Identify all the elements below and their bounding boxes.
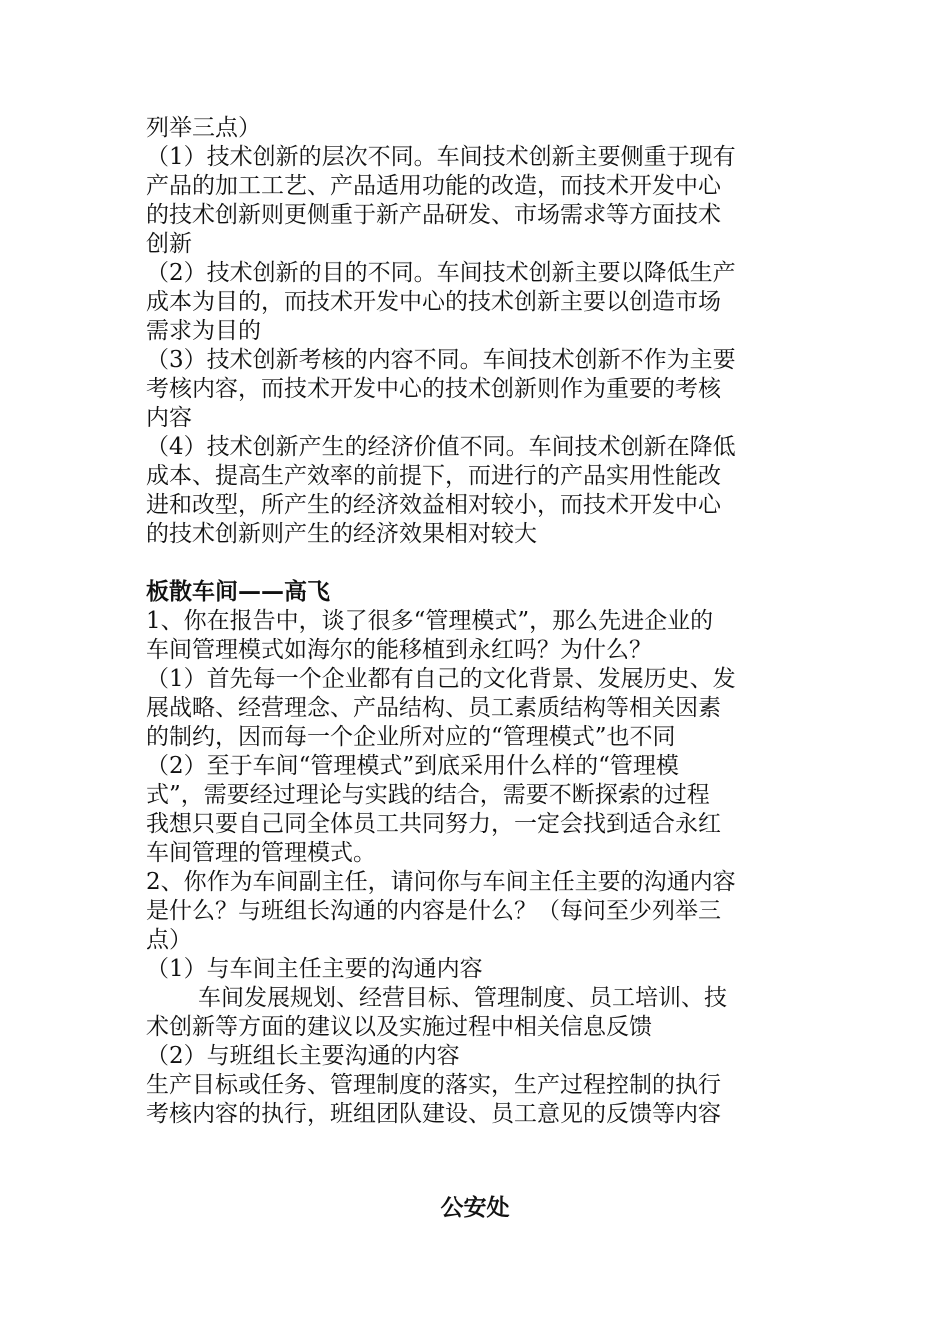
paragraph-spacer	[146, 549, 810, 578]
text-line: 点）	[146, 927, 192, 953]
text-line: 产品的加工工艺、产品适用功能的改造，而技术开发中心	[146, 173, 721, 199]
text-line: 列举三点）	[146, 115, 261, 141]
text-line: （1）首先每一个企业都有自己的文化背景、发展历史、发	[146, 666, 736, 692]
text-line: （2）技术创新的目的不同。车间技术创新主要以降低生产	[146, 260, 736, 286]
text-line: 车间管理模式如海尔的能移植到永红吗？为什么？	[146, 637, 652, 663]
text-line: 的技术创新则更侧重于新产品研发、市场需求等方面技术	[146, 202, 721, 228]
text-line: 展战略、经营理念、产品结构、员工素质结构等相关因素	[146, 695, 721, 721]
text-line: 的制约，因而每一个企业所对应的“管理模式”也不同	[146, 724, 676, 750]
text-line: （1）与车间主任主要的沟通内容	[146, 956, 483, 982]
document-body	[146, 114, 810, 1129]
text-line: 创新	[146, 231, 192, 257]
text-line: 术创新等方面的建议以及实施过程中相关信息反馈	[146, 1014, 652, 1040]
text-line: 是什么？与班组长沟通的内容是什么？（每问至少列举三	[146, 898, 721, 924]
text-line: 考核内容的执行，班组团队建设、员工意见的反馈等内容	[146, 1101, 721, 1127]
text-line: 的技术创新则产生的经济效果相对较大	[146, 521, 537, 547]
text-line: 需求为目的	[146, 318, 261, 344]
text-line: 式”，需要经过理论与实践的结合，需要不断探索的过程	[146, 782, 710, 808]
text-line: （3）技术创新考核的内容不同。车间技术创新不作为主要	[146, 347, 736, 373]
indented-text-line: 车间发展规划、经营目标、管理制度、员工培训、技	[198, 985, 727, 1011]
text-line: 进和改型，所产生的经济效益相对较小，而技术开发中心	[146, 492, 721, 518]
next-section-title: 公安处	[440, 1195, 510, 1221]
text-line: 1、你在报告中，谈了很多“管理模式”，那么先进企业的	[146, 608, 714, 634]
text-line: 车间管理的管理模式。	[146, 840, 376, 866]
text-line: 成本为目的，而技术开发中心的技术创新主要以创造市场	[146, 289, 721, 315]
section-heading: 板散车间——高飞	[146, 579, 330, 605]
text-line: 生产目标或任务、管理制度的落实，生产过程控制的执行	[146, 1072, 721, 1098]
section-tech-innovation	[146, 114, 810, 549]
text-line: 成本、提高生产效率的前提下，而进行的产品实用性能改	[146, 463, 721, 489]
section-workshop-qa	[146, 578, 810, 1129]
text-line: 我想只要自己同全体员工共同努力，一定会找到适合永红	[146, 811, 721, 837]
text-line: （2）与班组长主要沟通的内容	[146, 1043, 460, 1069]
text-line: 内容	[146, 405, 192, 431]
text-line: （2）至于车间“管理模式”到底采用什么样的“管理模	[146, 753, 679, 779]
text-line: （4）技术创新产生的经济价值不同。车间技术创新在降低	[146, 434, 736, 460]
text-line: （1）技术创新的层次不同。车间技术创新主要侧重于现有	[146, 144, 736, 170]
text-line: 2、你作为车间副主任，请问你与车间主任主要的沟通内容	[146, 869, 736, 895]
text-line: 考核内容，而技术开发中心的技术创新则作为重要的考核	[146, 376, 721, 402]
